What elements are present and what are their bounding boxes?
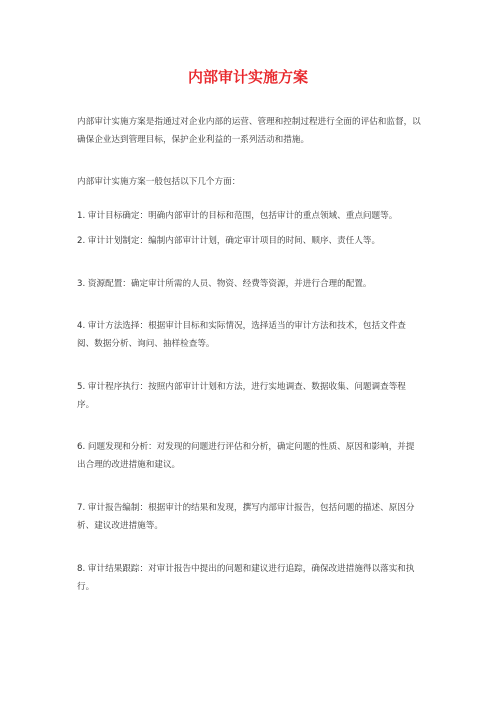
lead-paragraph: 内部审计实施方案一般包括以下几个方面： (77, 177, 241, 187)
intro-paragraph: 内部审计实施方案是指通过对企业内部的运营、管理和控制过程进行全面的评估和监督，以确保企业达到管理目标，保护企业利益的一系列活动和措施。 (77, 117, 421, 145)
list-item: 8. 审计结果跟踪：对审计报告中提出的问题和建议进行追踪，确保改进措施得以落实和执行。 (77, 564, 415, 592)
list-item: 7. 审计报告编制：根据审计的结果和发现，撰写内部审计报告，包括问题的描述、原因分析、建议改进措施等。 (77, 503, 415, 531)
document-title: 内部审计实施方案 (187, 68, 308, 86)
list-item: 5. 审计程序执行：按照内部审计计划和方法，进行实地调查、数据收集、问题调查等程序。 (77, 382, 406, 410)
list-item: 3. 资源配置：确定审计所需的人员、物资、经费等资源，并进行合理的配置。 (77, 279, 372, 289)
list-item: 1. 审计目标确定：明确内部审计的目标和范围，包括审计的重点领域、重点问题等。 (77, 211, 398, 221)
list-item: 6. 问题发现和分析：对发现的问题进行评估和分析，确定问题的性质、原因和影响，并提出合理的改进措施和建议。 (77, 442, 415, 470)
list-item: 4. 审计方法选择：根据审计目标和实际情况，选择适当的审计方法和技术，包括文件查阅、数据分析、询问、抽样检查等。 (77, 321, 406, 349)
list-item: 2. 审计计划制定：编制内部审计计划，确定审计项目的时间、顺序、责任人等。 (77, 236, 381, 246)
